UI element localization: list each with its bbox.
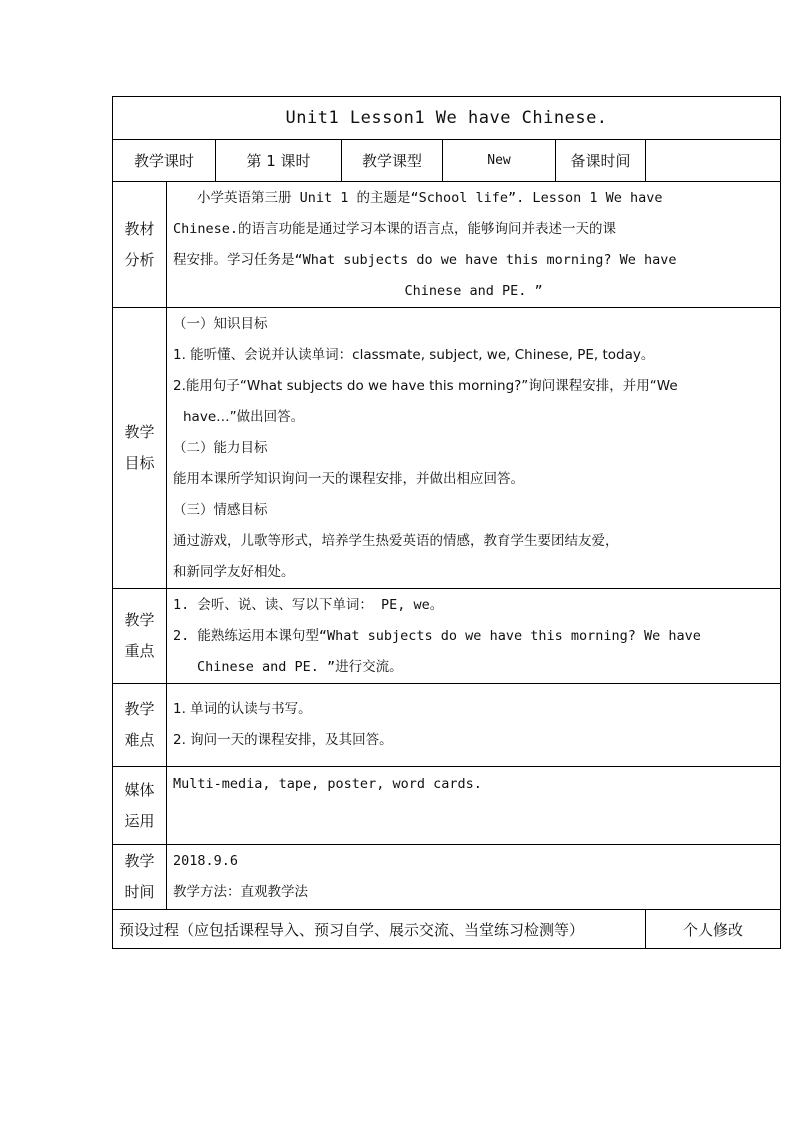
material-analysis-content <box>167 182 781 308</box>
label-material-analysis <box>113 182 167 308</box>
key-points-content <box>167 589 781 684</box>
label-line: 目标 <box>124 454 155 472</box>
teaching-date: 2018.9.6 <box>173 853 239 869</box>
label-line: 分析 <box>124 250 155 269</box>
objective-line: 和新同学友好相处。 <box>173 563 295 580</box>
objective-line: 2.能用句子“What subjects do we have this morning?”询问课程安排，并用“We <box>173 377 678 394</box>
label-media <box>113 767 167 845</box>
label-key-points <box>113 589 167 684</box>
media-line: Multi-media, tape, poster, word cards. <box>173 776 482 792</box>
lesson-plan-table <box>112 96 781 949</box>
label-line: 教学 <box>124 611 155 629</box>
lesson-title: Unit1 Lesson1 We have Chinese. <box>113 97 781 140</box>
label-teaching-objectives <box>113 308 167 589</box>
label-difficulties <box>113 684 167 767</box>
label-prep-time: 备课时间 <box>556 140 646 182</box>
difficulty-line: 2. 询问一天的课程安排，及其回答。 <box>173 732 393 748</box>
lesson-plan-page <box>112 96 780 949</box>
value-class-type: New <box>443 140 556 182</box>
objective-line: （一）知识目标 <box>173 315 268 332</box>
key-point-line: 2. 能熟练运用本课句型“What subjects do we have this morning? We have <box>173 627 701 644</box>
key-point-line: Chinese and PE. ”进行交流。 <box>197 658 403 675</box>
objective-line: （二）能力目标 <box>173 439 268 456</box>
teaching-time-content <box>167 845 781 910</box>
preset-process-header: 预设过程（应包括课程导入、预习自学、展示交流、当堂练习检测等） <box>113 910 646 949</box>
label-line: 教学 <box>124 700 155 718</box>
analysis-line: 小学英语第三册 Unit 1 的主题是“School life”. Lesson 1 We have <box>197 189 663 206</box>
value-class-hours: 第 1 课时 <box>216 140 342 182</box>
personal-revision-header: 个人修改 <box>646 910 781 949</box>
value-prep-time <box>646 140 781 182</box>
objective-line: 能用本课所学知识询问一天的课程安排，并做出相应回答。 <box>173 470 524 487</box>
label-line: 教材 <box>124 219 155 238</box>
objective-line: have…”做出回答。 <box>183 408 305 425</box>
difficulty-line: 1. 单词的认读与书写。 <box>173 701 312 717</box>
label-line: 难点 <box>124 731 155 749</box>
label-line: 重点 <box>124 642 155 660</box>
label-line: 教学 <box>124 852 155 870</box>
analysis-line: 程安排。学习任务是“What subjects do we have this morning? We have <box>173 251 677 268</box>
objective-line: （三）情感目标 <box>173 501 268 518</box>
label-teaching-time <box>113 845 167 910</box>
label-class-type: 教学课型 <box>342 140 443 182</box>
analysis-line: Chinese.的语言功能是通过学习本课的语言点，能够询问并表述一天的课 <box>173 220 617 237</box>
teaching-objectives-content <box>167 308 781 589</box>
teaching-method: 教学方法：直观教学法 <box>173 884 308 900</box>
analysis-line: Chinese and PE. ” <box>404 282 543 299</box>
label-line: 时间 <box>124 883 155 901</box>
objective-line: 1. 能听懂、会说并认读单词：classmate, subject, we, Chinese, PE, today。 <box>173 346 655 363</box>
label-line: 运用 <box>124 811 155 830</box>
label-line: 媒体 <box>124 780 155 799</box>
difficulties-content <box>167 684 781 767</box>
label-line: 教学 <box>124 423 155 441</box>
key-point-line: 1. 会听、说、读、写以下单词： PE, we。 <box>173 596 444 613</box>
objective-line: 通过游戏，儿歌等形式，培养学生热爱英语的情感，教育学生要团结友爱， <box>173 532 619 549</box>
media-content <box>167 767 781 845</box>
label-class-hours: 教学课时 <box>113 140 216 182</box>
